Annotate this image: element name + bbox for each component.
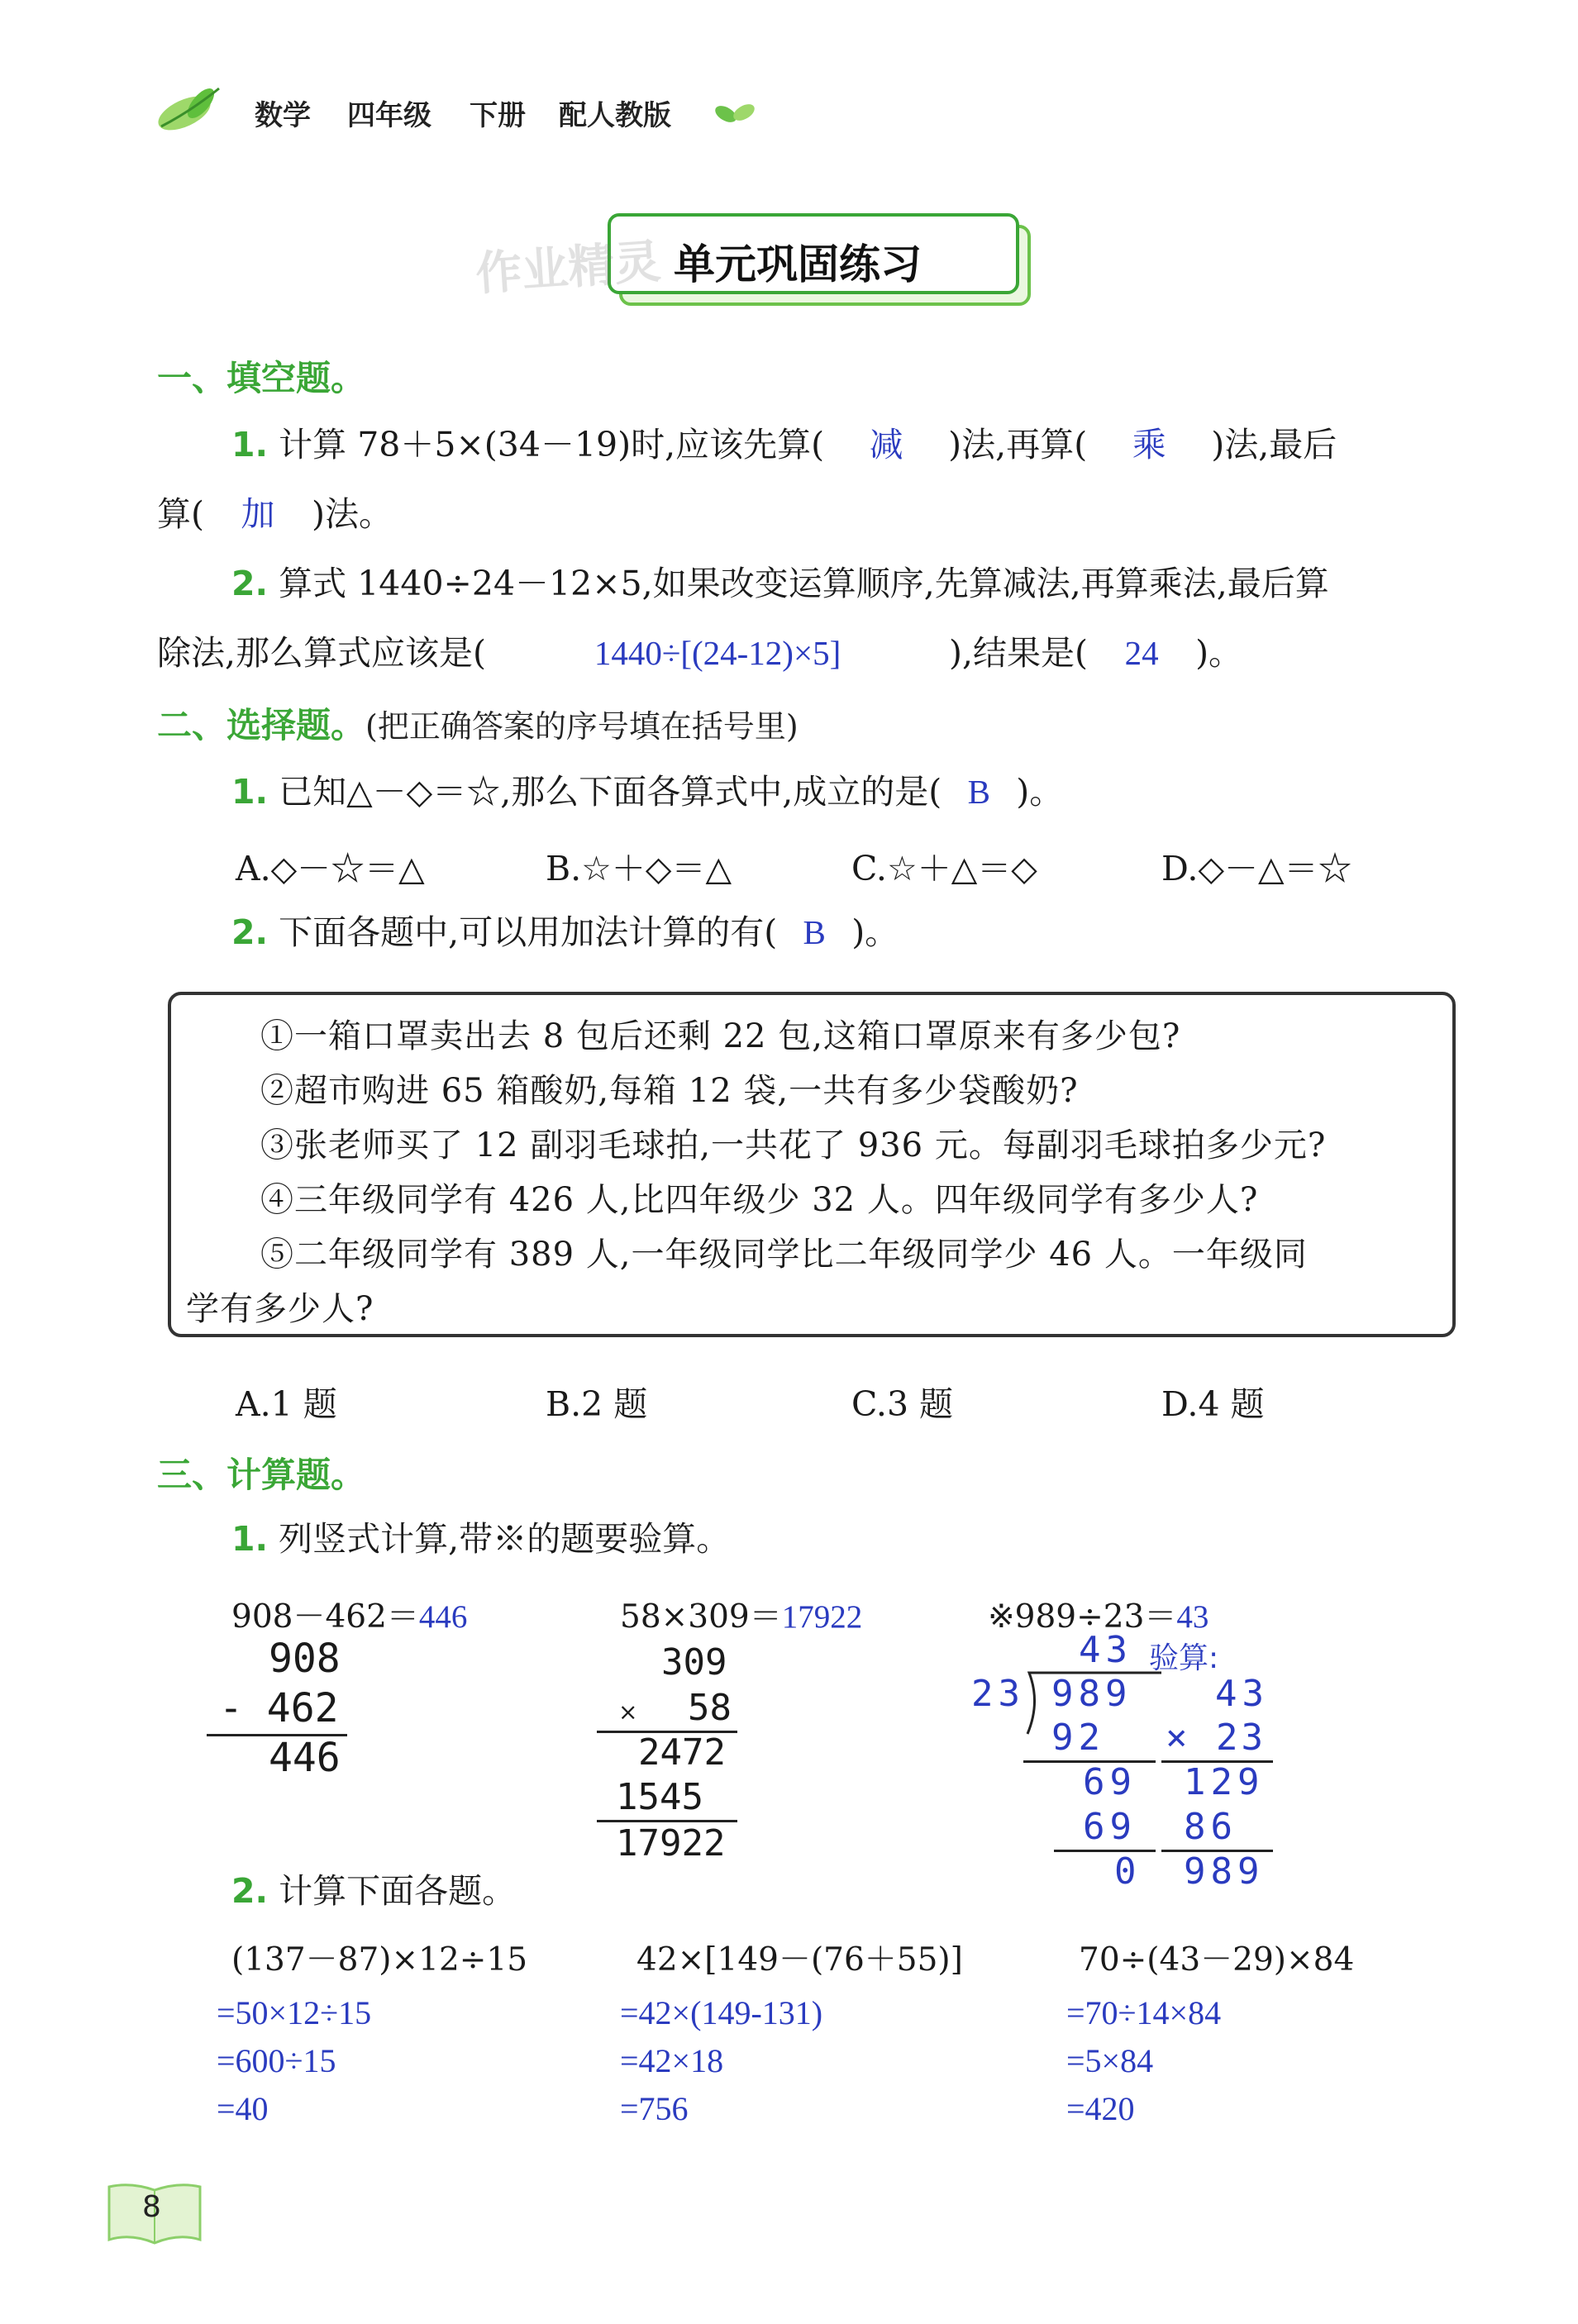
s2-q2-option-d: D.4 题 <box>1161 1384 1265 1424</box>
vert-1-sub: - 462 <box>219 1685 339 1731</box>
section-heading-fill-blank: 一、填空题。 <box>157 358 366 398</box>
calc-2-step-1: =42×(149-131) <box>620 1994 823 2031</box>
vert-problem-2-expr: 58×309＝17922 <box>620 1598 863 1636</box>
vert-problem-3-answer: 43 <box>1176 1599 1209 1635</box>
check-result: 989 <box>1184 1850 1265 1893</box>
header-leaf-icon <box>153 79 227 136</box>
header-sprout-icon <box>711 98 760 127</box>
s2-q2-option-c: C.3 题 <box>851 1384 954 1424</box>
answer-blank: 加 <box>241 495 275 533</box>
answer-blank: B <box>967 773 990 811</box>
page-title: 单元巩固练习 <box>674 240 922 288</box>
answer-blank: 1440÷[(24-12)×5] <box>594 634 841 672</box>
calc-2-step-2: =42×18 <box>620 2042 724 2079</box>
question-number: 2. <box>231 912 269 952</box>
question-number: 2. <box>231 564 269 603</box>
vert-2-partial-1: 2472 <box>638 1731 726 1774</box>
box-line-5: ⑤二年级同学有 389 人,一年级同学比二年级同学少 46 人。一年级同 <box>260 1236 1308 1274</box>
s2-q1-option-b: B.☆＋◇＝△ <box>546 849 732 888</box>
calc-1-step-2: =600÷15 <box>217 2042 336 2079</box>
s3-q2: 2. 计算下面各题。 <box>231 1871 517 1911</box>
vert-2-partial-2: 1545 <box>616 1776 703 1818</box>
s2-q1-option-a: A.◇－☆＝△ <box>236 849 425 888</box>
watermark-text: 作业精灵 <box>474 235 663 302</box>
s3-q1: 1. 列竖式计算,带※的题要验算。 <box>231 1519 731 1559</box>
s2-q2-option-b: B.2 题 <box>546 1384 648 1424</box>
question-number: 1. <box>231 425 269 464</box>
question-number: 2. <box>231 1871 269 1911</box>
times-sign: × <box>618 1698 638 1726</box>
calc-2-expr: 42×[149－(76＋55)] <box>636 1941 963 1979</box>
question-number: 1. <box>231 772 269 812</box>
s1-q2-line1: 2. 算式 1440÷24－12×5,如果改变运算顺序,先算减法,再算乘法,最后算 <box>231 564 1329 603</box>
div-step-3: 69 <box>1083 1806 1137 1848</box>
vert-1-result: 446 <box>269 1735 341 1781</box>
calc-1-step-1: =50×12÷15 <box>217 1994 372 2031</box>
answer-blank: B <box>803 913 826 951</box>
s2-q2: 2. 下面各题中,可以用加法计算的有( B )。 <box>231 907 899 957</box>
box-line-2: ②超市购进 65 箱酸奶,每箱 12 袋,一共有多少袋酸奶? <box>260 1072 1079 1110</box>
calc-1-expr: (137－87)×12÷15 <box>231 1941 528 1979</box>
div-remainder: 0 <box>1114 1850 1137 1893</box>
section-note: (把正确答案的序号填在括号里) <box>365 708 799 745</box>
div-rule-2 <box>1054 1850 1156 1852</box>
calc-3-step-3: =420 <box>1066 2090 1135 2127</box>
check-partial-2: 86 <box>1184 1806 1237 1848</box>
calc-3-step-1: =70÷14×84 <box>1066 1994 1222 2031</box>
header-volume: 下册 <box>470 99 526 132</box>
answer-blank: 24 <box>1124 634 1159 672</box>
header-edition: 配人教版 <box>559 99 671 132</box>
box-line-3: ③张老师买了 12 副羽毛球拍,一共花了 936 元。每副羽毛球拍多少元? <box>260 1126 1327 1164</box>
div-quotient: 43 <box>1079 1629 1132 1671</box>
answer-blank: 乘 <box>1132 426 1166 464</box>
header-grade: 四年级 <box>347 99 431 132</box>
vert-problem-1-expr: 908－462＝446 <box>231 1598 468 1636</box>
calc-3-step-2: =5×84 <box>1066 2042 1154 2079</box>
div-step-2: 69 <box>1083 1761 1137 1803</box>
s2-q1-option-d: D.◇－△＝☆ <box>1161 849 1352 888</box>
question-number: 1. <box>231 1519 269 1559</box>
calc-1-step-3: =40 <box>217 2090 269 2127</box>
calc-2-step-3: =756 <box>620 2090 689 2127</box>
s2-q1: 1. 已知△－◇＝☆,那么下面各算式中,成立的是( B )。 <box>231 767 1063 817</box>
page-number: 8 <box>142 2190 161 2224</box>
s1-q2-line2: 除法,那么算式应该是( 1440÷[(24-12)×5] ),结果是( 24 )。 <box>157 628 1242 678</box>
calc-3-expr: 70÷(43－29)×84 <box>1079 1941 1355 1979</box>
vert-problem-2-answer: 17922 <box>781 1599 863 1635</box>
check-top: 43 <box>1215 1673 1269 1715</box>
div-step-1: 92 <box>1051 1717 1105 1759</box>
answer-blank: 减 <box>869 426 903 464</box>
s1-q1-line1: 1. 计算 78＋5×(34－19)时,应该先算( 减 )法,再算( 乘 )法,最后 <box>231 420 1337 469</box>
s2-q2-option-a: A.1 题 <box>236 1384 337 1424</box>
box-line-6: 学有多少人? <box>186 1290 374 1328</box>
s1-q1-line2: 算( 加 )法。 <box>157 489 393 539</box>
section-heading-choice: 二、选择题。(把正确答案的序号填在括号里) <box>157 705 799 745</box>
box-line-1: ①一箱口罩卖出去 8 包后还剩 22 包,这箱口罩原来有多少包? <box>260 1017 1181 1055</box>
check-label: 验算: <box>1149 1641 1219 1675</box>
box-line-4: ④三年级同学有 426 人,比四年级少 32 人。四年级同学有多少人? <box>260 1181 1259 1219</box>
vert-1-top: 908 <box>269 1636 341 1682</box>
vert-problem-1-answer: 446 <box>418 1599 468 1635</box>
check-partial-1: 129 <box>1184 1761 1265 1803</box>
check-multiplier: × 23 <box>1166 1717 1266 1759</box>
vert-problem-3-expr: ※989÷23＝43 <box>988 1598 1209 1636</box>
section-heading-calc: 三、计算题。 <box>157 1455 366 1495</box>
vert-2-top: 309 <box>661 1641 727 1683</box>
vert-2-multiplier: 58 <box>688 1687 732 1729</box>
header-subject: 数学 <box>255 99 311 132</box>
s2-q1-option-c: C.☆＋△＝◇ <box>851 849 1037 888</box>
div-dividend: 989 <box>1051 1673 1132 1715</box>
vert-2-result: 17922 <box>616 1822 726 1864</box>
div-divisor: 23 <box>971 1673 1025 1715</box>
